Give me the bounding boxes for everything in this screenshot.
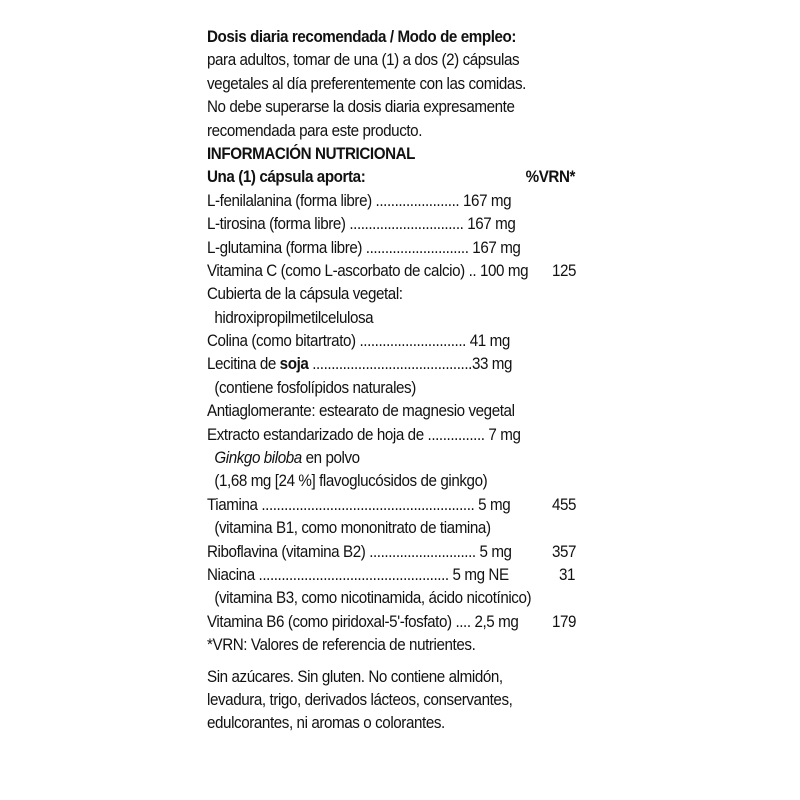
nutrient-vrn (559, 517, 575, 540)
nutrient-text: Colina (como bitartrato) ............................ 41 mg (207, 332, 510, 351)
nutrient-vrn (559, 377, 575, 400)
nutrient-text: (contiene fosfolípidos naturales) (214, 378, 416, 397)
footnote-text: *VRN: Valores de referencia de nutrientes. (207, 636, 476, 655)
nutrient-text: Niacina .................................................. 5 mg NE (207, 565, 509, 584)
nutrient-text: Vitamina C (como L-ascorbato de calcio) .. 100 mg (207, 261, 529, 280)
footer-line-3: edulcorantes, ni aromas o colorantes. (207, 714, 445, 733)
nutrient-text: Extracto estandarizado de hoja de ............... 7 mg (207, 425, 521, 444)
nutrient-vrn: 31 (558, 565, 575, 584)
nutrient-vrn (559, 470, 575, 493)
nutrient-row (207, 400, 575, 423)
nutrient-row (207, 307, 575, 330)
nutrient-vrn (552, 330, 575, 353)
spacer (207, 658, 575, 666)
nutrient-text: Cubierta de la cápsula vegetal: (207, 285, 403, 304)
nutrient-row-lecitina (207, 353, 575, 376)
nutrition-header-row (207, 166, 575, 189)
nutrient-text (207, 447, 559, 470)
nutrient-row (207, 424, 575, 447)
nutrient-vrn: 357 (552, 542, 577, 561)
nutrient-vrn (552, 353, 575, 376)
nutrient-row (207, 213, 575, 236)
nutrition-title: INFORMACIÓN NUTRICIONAL (207, 144, 416, 163)
nutrient-vrn (559, 587, 575, 610)
nutrient-vrn (559, 307, 575, 330)
nutrient-vrn: 455 (552, 495, 577, 514)
nutrient-vrn: 125 (552, 261, 577, 280)
nutrient-row (207, 564, 575, 587)
nutrient-vrn (559, 447, 575, 470)
nutrient-row (207, 260, 575, 283)
nutrient-row (207, 470, 575, 493)
nutrient-text: L-tirosina (forma libre) .............................. 167 mg (207, 215, 516, 234)
nutrient-vrn (552, 213, 575, 236)
nutrient-vrn (552, 283, 575, 306)
nutrient-vrn (552, 424, 575, 447)
nutrient-text (207, 353, 552, 376)
nutrient-row (207, 377, 575, 400)
dosis-line-4: recomendada para este producto. (207, 121, 423, 140)
lecitina-suffix: ..........................................33 mg (308, 355, 513, 374)
nutrient-text: L-fenilalanina (forma libre) ...................... 167 mg (207, 191, 512, 210)
dosis-line-2: vegetales al día preferentemente con las comidas. (207, 74, 526, 93)
nutrient-text: Antiaglomerante: estearato de magnesio vegetal (207, 402, 515, 421)
ginkgo-italic: Ginkgo biloba (214, 449, 302, 468)
nutrient-row (207, 541, 575, 564)
nutrient-vrn: 179 (552, 612, 577, 631)
nutrient-row (207, 611, 575, 634)
allergen-soja: soja (279, 355, 309, 374)
vrn-header: %VRN* (525, 168, 575, 187)
nutrient-text: Vitamina B6 (como piridoxal-5'-fosfato) .... 2,5 mg (207, 612, 519, 631)
nutrient-row-ginkgo (207, 447, 575, 470)
nutrient-vrn (552, 634, 575, 657)
nutrient-text: L-glutamina (forma libre) ........................... 167 mg (207, 238, 521, 257)
nutrient-row (207, 494, 575, 517)
nutrient-text: (vitamina B3, como nicotinamida, ácido nicotínico) (214, 589, 532, 608)
nutrient-row (207, 237, 575, 260)
nutrient-row (207, 587, 575, 610)
nutrient-vrn (552, 237, 575, 260)
dosis-line-1: para adultos, tomar de una (1) a dos (2) cápsulas (207, 51, 520, 70)
nutrition-subheading: Una (1) cápsula aporta: (207, 168, 366, 187)
ginkgo-suffix: en polvo (301, 449, 360, 468)
nutrient-text: Riboflavina (vitamina B2) ............................ 5 mg (207, 542, 512, 561)
dosis-line-3: No debe superarse la dosis diaria expresamente (207, 98, 515, 117)
nutrient-row (207, 190, 575, 213)
nutrient-row (207, 517, 575, 540)
nutrient-vrn (552, 190, 575, 213)
nutrient-text: (vitamina B1, como mononitrato de tiamina) (214, 519, 491, 538)
footer-line-2: levadura, trigo, derivados lácteos, conservantes, (207, 690, 513, 709)
nutrient-text: hidroxipropilmetilcelulosa (214, 308, 374, 327)
nutrient-text: (1,68 mg [24 %] flavoglucósidos de ginkgo) (214, 472, 488, 491)
lecitina-prefix: Lecitina de (207, 355, 280, 374)
nutrient-vrn (552, 400, 575, 423)
footer-line-1: Sin azúcares. Sin gluten. No contiene almidón, (207, 667, 503, 686)
vrn-footnote (207, 634, 575, 657)
nutrient-row (207, 330, 575, 353)
nutrient-row (207, 283, 575, 306)
nutrient-text: Tiamina ........................................................ 5 mg (207, 495, 511, 514)
dosis-heading: Dosis diaria recomendada / Modo de empleo: (207, 28, 517, 46)
label-panel (207, 26, 575, 736)
